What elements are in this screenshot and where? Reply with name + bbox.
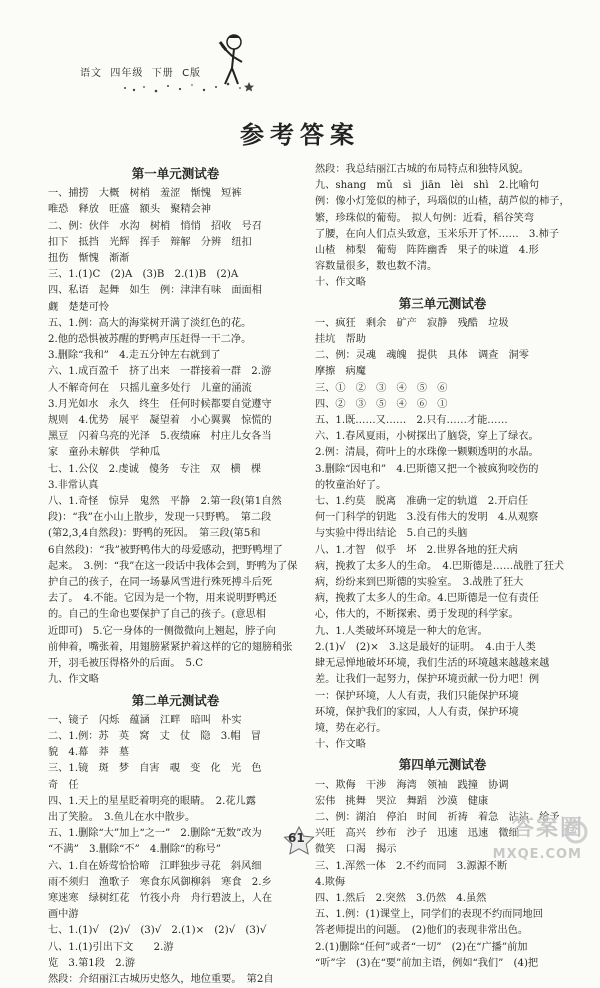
answer-line: 雨不须归 渔歌子 寒食东风御柳斜 寒食 2.乡 bbox=[48, 876, 272, 888]
answer-line: 五、1.例：(1)课堂上，同学们的表现不约而同地回 bbox=[315, 909, 543, 921]
answer-line: 一、疯狂 剩余 矿产 寂静 残酷 垃圾 bbox=[315, 317, 509, 329]
answer-line: 的。自己的生命也要保护了自己的孩子。(意思相 bbox=[48, 609, 266, 621]
answer-line: 微笑 口渴 揭示 bbox=[315, 844, 397, 856]
section-heading: 第三单元测试卷 bbox=[398, 295, 487, 311]
answer-line: 六、1.春风夏雨，小树探出了脑袋，穿上了绿衣。 bbox=[315, 431, 539, 443]
answer-line: 三、1.浑然一体 2.不约而同 3.源源不断 bbox=[315, 860, 508, 872]
answer-line: 一、捕捞 大概 树梢 羞涩 惭愧 短裤 bbox=[48, 188, 242, 200]
answer-line: 家 童孙未解供 学种瓜 bbox=[48, 447, 161, 459]
answer-line: 护自己的孩子，在同一场暴风雪进行殊死搏斗后死 bbox=[48, 577, 273, 589]
answer-line: 八、1.(1)引出下文 2.游 bbox=[48, 941, 174, 953]
decorative-dots-icon bbox=[120, 80, 290, 94]
answer-line: 黑豆 闪着乌亮的光泽 5.夜绩麻 村庄儿女各当 bbox=[48, 431, 272, 443]
answer-line: 二、例：伙伴 水沟 树梢 悄悄 招收 号召 bbox=[48, 220, 262, 232]
answer-line: 3.非常认真 bbox=[48, 479, 99, 491]
answer-line: 一：保护环境，人人有责，我们只能保护环境 bbox=[315, 690, 519, 702]
answer-line: 四、② ③ ⑤ ④ ⑥ ① bbox=[315, 398, 448, 410]
answer-line: 与实验中得出结论 5.自己的头脑 bbox=[315, 528, 468, 540]
answer-line: 七、1.约莫 脱离 准确一定的轨道 2.开启任 bbox=[315, 496, 529, 508]
section-heading: 第二单元测试卷 bbox=[131, 692, 220, 708]
answer-line: 病，纷纷来到巴斯德的实验室。 3.战胜了狂大 bbox=[315, 577, 524, 589]
answer-line: 九、作文略 bbox=[48, 674, 99, 686]
answer-line: 览 3.第1段 2.游 bbox=[48, 957, 136, 969]
answer-line: 四、1.然后 2.突然 3.仍然 4.虽然 bbox=[315, 892, 487, 904]
answer-line: 了腰，在向人们点头致意，玉米乐开了怀…… 3.柿子 bbox=[315, 228, 560, 240]
header-edition: C版 bbox=[182, 68, 202, 79]
answer-line: 三、① ② ③ ④ ⑤ ⑥ bbox=[315, 382, 448, 394]
answer-line: 二、1.例：苏 英 窝 丈 仗 隐 3.帽 冒 bbox=[48, 730, 262, 742]
answer-line: 奇 任 bbox=[48, 779, 79, 791]
answer-line: 六、1.成百盈千 挤了出来 一群接着一群 2.游 bbox=[48, 366, 272, 378]
answer-line: 三、1.镜 斑 梦 自害 覗 变 化 光 色 bbox=[48, 763, 262, 775]
answer-line: 差。让我们一起努力，保护环境贡献一份力吧！例 bbox=[315, 674, 540, 686]
answer-line: 寒迷寒 绿树红花 竹筏小舟 舟行碧波上，人在 bbox=[48, 892, 273, 904]
answer-line: “不满” 3.删除“不” 4.删除“的称号” bbox=[48, 844, 221, 856]
answer-line: 2.例：清晨，荷叶上的水珠像一颗颗透明的水晶。 bbox=[315, 447, 539, 459]
page-number: 61 bbox=[288, 831, 305, 845]
answer-line: 答老师提出的问题。 (2)他们的表现非常出色。 bbox=[315, 925, 529, 937]
answer-line: 十、作文略 bbox=[315, 277, 366, 289]
answer-line: 觑 楚楚可怜 bbox=[48, 301, 110, 313]
answer-line: 八、1.奇怪 惊异 鬼然 平静 2.第一段(第1自然 bbox=[48, 496, 282, 508]
answer-line: 画中游 bbox=[48, 909, 79, 921]
answer-line: 扣下 抵挡 光辉 挥手 辩解 分辨 纽扣 bbox=[48, 236, 252, 248]
header-subject: 语文 bbox=[80, 68, 102, 79]
answer-line: 境，势在必行。 bbox=[315, 722, 387, 734]
answer-line: 然段：介绍丽江古城历史悠久，地位重要。 第2自 bbox=[48, 973, 274, 985]
answer-line: 然段：我总结丽江古城的布局特点和独特风貌。 bbox=[315, 164, 529, 175]
header-term: 下册 bbox=[151, 68, 174, 79]
section-heading: 第一单元测试卷 bbox=[131, 166, 220, 181]
answer-line: 山楂 柿梨 葡萄 阵阵幽香 果子的味道 4.形 bbox=[315, 245, 539, 257]
answer-line: 五、1.既……又…… 2.只有……才能…… bbox=[315, 415, 508, 427]
answer-line: 繁，珍珠似的葡萄。 拟人句例：近看，稻谷笑弯 bbox=[315, 212, 535, 224]
left-column bbox=[48, 162, 303, 988]
answer-line: 3.月光如水 永久 终生 任何时候都要自觉遵守 bbox=[48, 398, 272, 410]
answer-line: 前伸着，嘴张着，用翅膀紧紧护着这样的它的翅膀稍张 bbox=[48, 641, 293, 653]
answer-line: 四、私语 起舞 如生 例：津津有味 面面相 bbox=[48, 285, 262, 297]
header-grade: 四年级 bbox=[110, 68, 144, 79]
answer-line: 七、1.公仪 2.虔诚 傻务 专注 双 横 棵 bbox=[48, 463, 262, 475]
answer-line: (第2,3,4自然段)：野鸭的死因。 第三段(第5和 bbox=[48, 528, 261, 540]
answer-line: 开，羽毛被压得格外的后面。 5.C bbox=[48, 658, 204, 670]
answer-line: 的牧童治好了。 bbox=[315, 479, 387, 491]
answer-line: 二、例：灵魂 魂魄 提供 具体 调查 洞零 bbox=[315, 350, 529, 362]
answer-line: 七、1.(1)√ (2)√ (3)√ 2.(1)× (2)√ (3)√ bbox=[48, 925, 267, 937]
answer-line: 挂坑 帮助 bbox=[315, 334, 366, 346]
answer-line: 五、1.删除“大”加上“之一” 2.删除“无数”改为 bbox=[48, 828, 262, 840]
answer-line: 肆无忌惮地破坏环境，我们生活的环境越来越越来越 bbox=[315, 658, 550, 670]
answer-line: 心，伟大的，不断探索、勇于发现的科学家。 bbox=[315, 609, 519, 621]
answer-line: 十、作文略 bbox=[315, 739, 366, 751]
answer-line: 病，挽救了太多人的生命。 4.巴斯德是……战胜了狂犬 bbox=[315, 560, 565, 572]
answer-line: 规则 4.优势 展平 凝望着 小心翼翼 惊慌的 bbox=[48, 415, 272, 427]
answer-line: 病，挽救了太多人的生命。4.巴斯德是一位有责任 bbox=[315, 593, 539, 605]
answer-line: 3.删除“我和” 4.走五分钟左右就到了 bbox=[48, 350, 221, 362]
answer-line: 6自然段)：“我”被野鸭伟大的母爱感动，把野鸭埋了 bbox=[48, 544, 283, 556]
answer-line: 3.删除“因电和” 4.巴斯德又把一个被疯狗咬伤的 bbox=[315, 463, 539, 475]
answer-line: “听”字 (3)在“要”前加主语，例如“我们” (4)把 bbox=[315, 957, 539, 969]
answer-line: 三、1.(1)C (2)A (3)B 2.(1)B (2)A bbox=[48, 269, 239, 281]
book-header bbox=[80, 64, 201, 79]
answer-line: 2.他的恐惧被苏醒的野鸭声压赶得一干二净。 bbox=[48, 334, 252, 346]
answer-line: 起来。 3.例：“我”在这一段话中我体会到，野鸭为了保 bbox=[48, 560, 298, 572]
answer-line: 4.欺侮 bbox=[315, 876, 346, 888]
answer-line: 九、shang mǔ sì jiān lèi shì 2.比喻句 bbox=[315, 180, 540, 192]
answer-line: 扭伤 惭愧 渐渐 bbox=[48, 253, 130, 265]
watermark-url: MXQE.COM bbox=[492, 847, 582, 862]
answer-line: 例：像小灯笼似的柿子，玛瑙似的山楂，葫芦似的柿子， bbox=[315, 196, 570, 208]
answer-line: 九、1.人类破坏环境是一种大的危害。 bbox=[315, 625, 488, 637]
answer-line: 六、1.自在娇莺恰恰啼 江畔独步寻花 斜风细 bbox=[48, 860, 262, 872]
answer-line: 何一门科学的钥匙 3.没有伟大的发明 4.从观察 bbox=[315, 512, 539, 524]
section-heading: 第四单元测试卷 bbox=[398, 757, 487, 773]
answer-line: 出了笑脸。 3.鱼儿在水中散步。 bbox=[48, 811, 196, 823]
answer-line: 八、1.才智 似乎 坏 2.世界各地的狂犬病 bbox=[315, 544, 518, 556]
answer-line: 2.(1)√ (2)× 3.这是最好的证明。 4.由于人类 bbox=[315, 641, 536, 653]
answer-line: 容数量很多，数也数不清。 bbox=[315, 261, 438, 273]
answer-line: 兴旺 高兴 纱布 沙子 迅速 迅速 微细 bbox=[315, 828, 519, 840]
answer-line: 一、镜子 闪烁 蕴涵 江畔 暗叫 朴实 bbox=[48, 714, 242, 726]
page-title: 参考答案 bbox=[240, 120, 360, 149]
answer-line: 段)：“我”在小山上散步，发现一只野鸭。 第二段 bbox=[48, 512, 272, 524]
answer-line: 一、欺侮 干涉 海湾 领袖 践撞 协调 bbox=[315, 779, 509, 791]
answer-line: 唯恐 释放 旺盛 额头 聚精会神 bbox=[48, 204, 211, 216]
answer-line: 人不解奇何在 只摇儿童多处行 儿童的涌流 bbox=[48, 382, 252, 394]
answer-line: 四、1.天上的星星眨着明亮的眼睛。 2.花儿露 bbox=[48, 795, 256, 807]
answer-line: 摩擦 病魔 bbox=[315, 366, 366, 378]
answer-line: 宏伟 挑舞 哭泣 舞蹈 沙漠 健康 bbox=[315, 795, 489, 807]
student-figure-icon bbox=[212, 32, 252, 88]
answer-line: 去了。 4.不能。它因为是一个物，用来说明野鸭还 bbox=[48, 593, 277, 605]
answer-line: 环境，保护我们的家园，人人有责，保护环境 bbox=[315, 706, 519, 718]
watermark-text: 答案圈 bbox=[511, 816, 584, 841]
answer-line: 2.(1)删除“任何”或者“一切” (2)在“广播”前加 bbox=[315, 941, 528, 953]
answer-line: 二、例：湖泊 停泊 时间 祈祷 着急 沾沾 给予 bbox=[315, 811, 560, 823]
answer-line: 近即可) 5.它一身体的一侧微微向上翘起，脖子向 bbox=[48, 625, 276, 637]
answer-line: 貌 4.幕 莽 墓 bbox=[48, 747, 130, 759]
answer-line: 五、1.例：高大的海棠树开满了淡红色的花。 bbox=[48, 317, 252, 329]
